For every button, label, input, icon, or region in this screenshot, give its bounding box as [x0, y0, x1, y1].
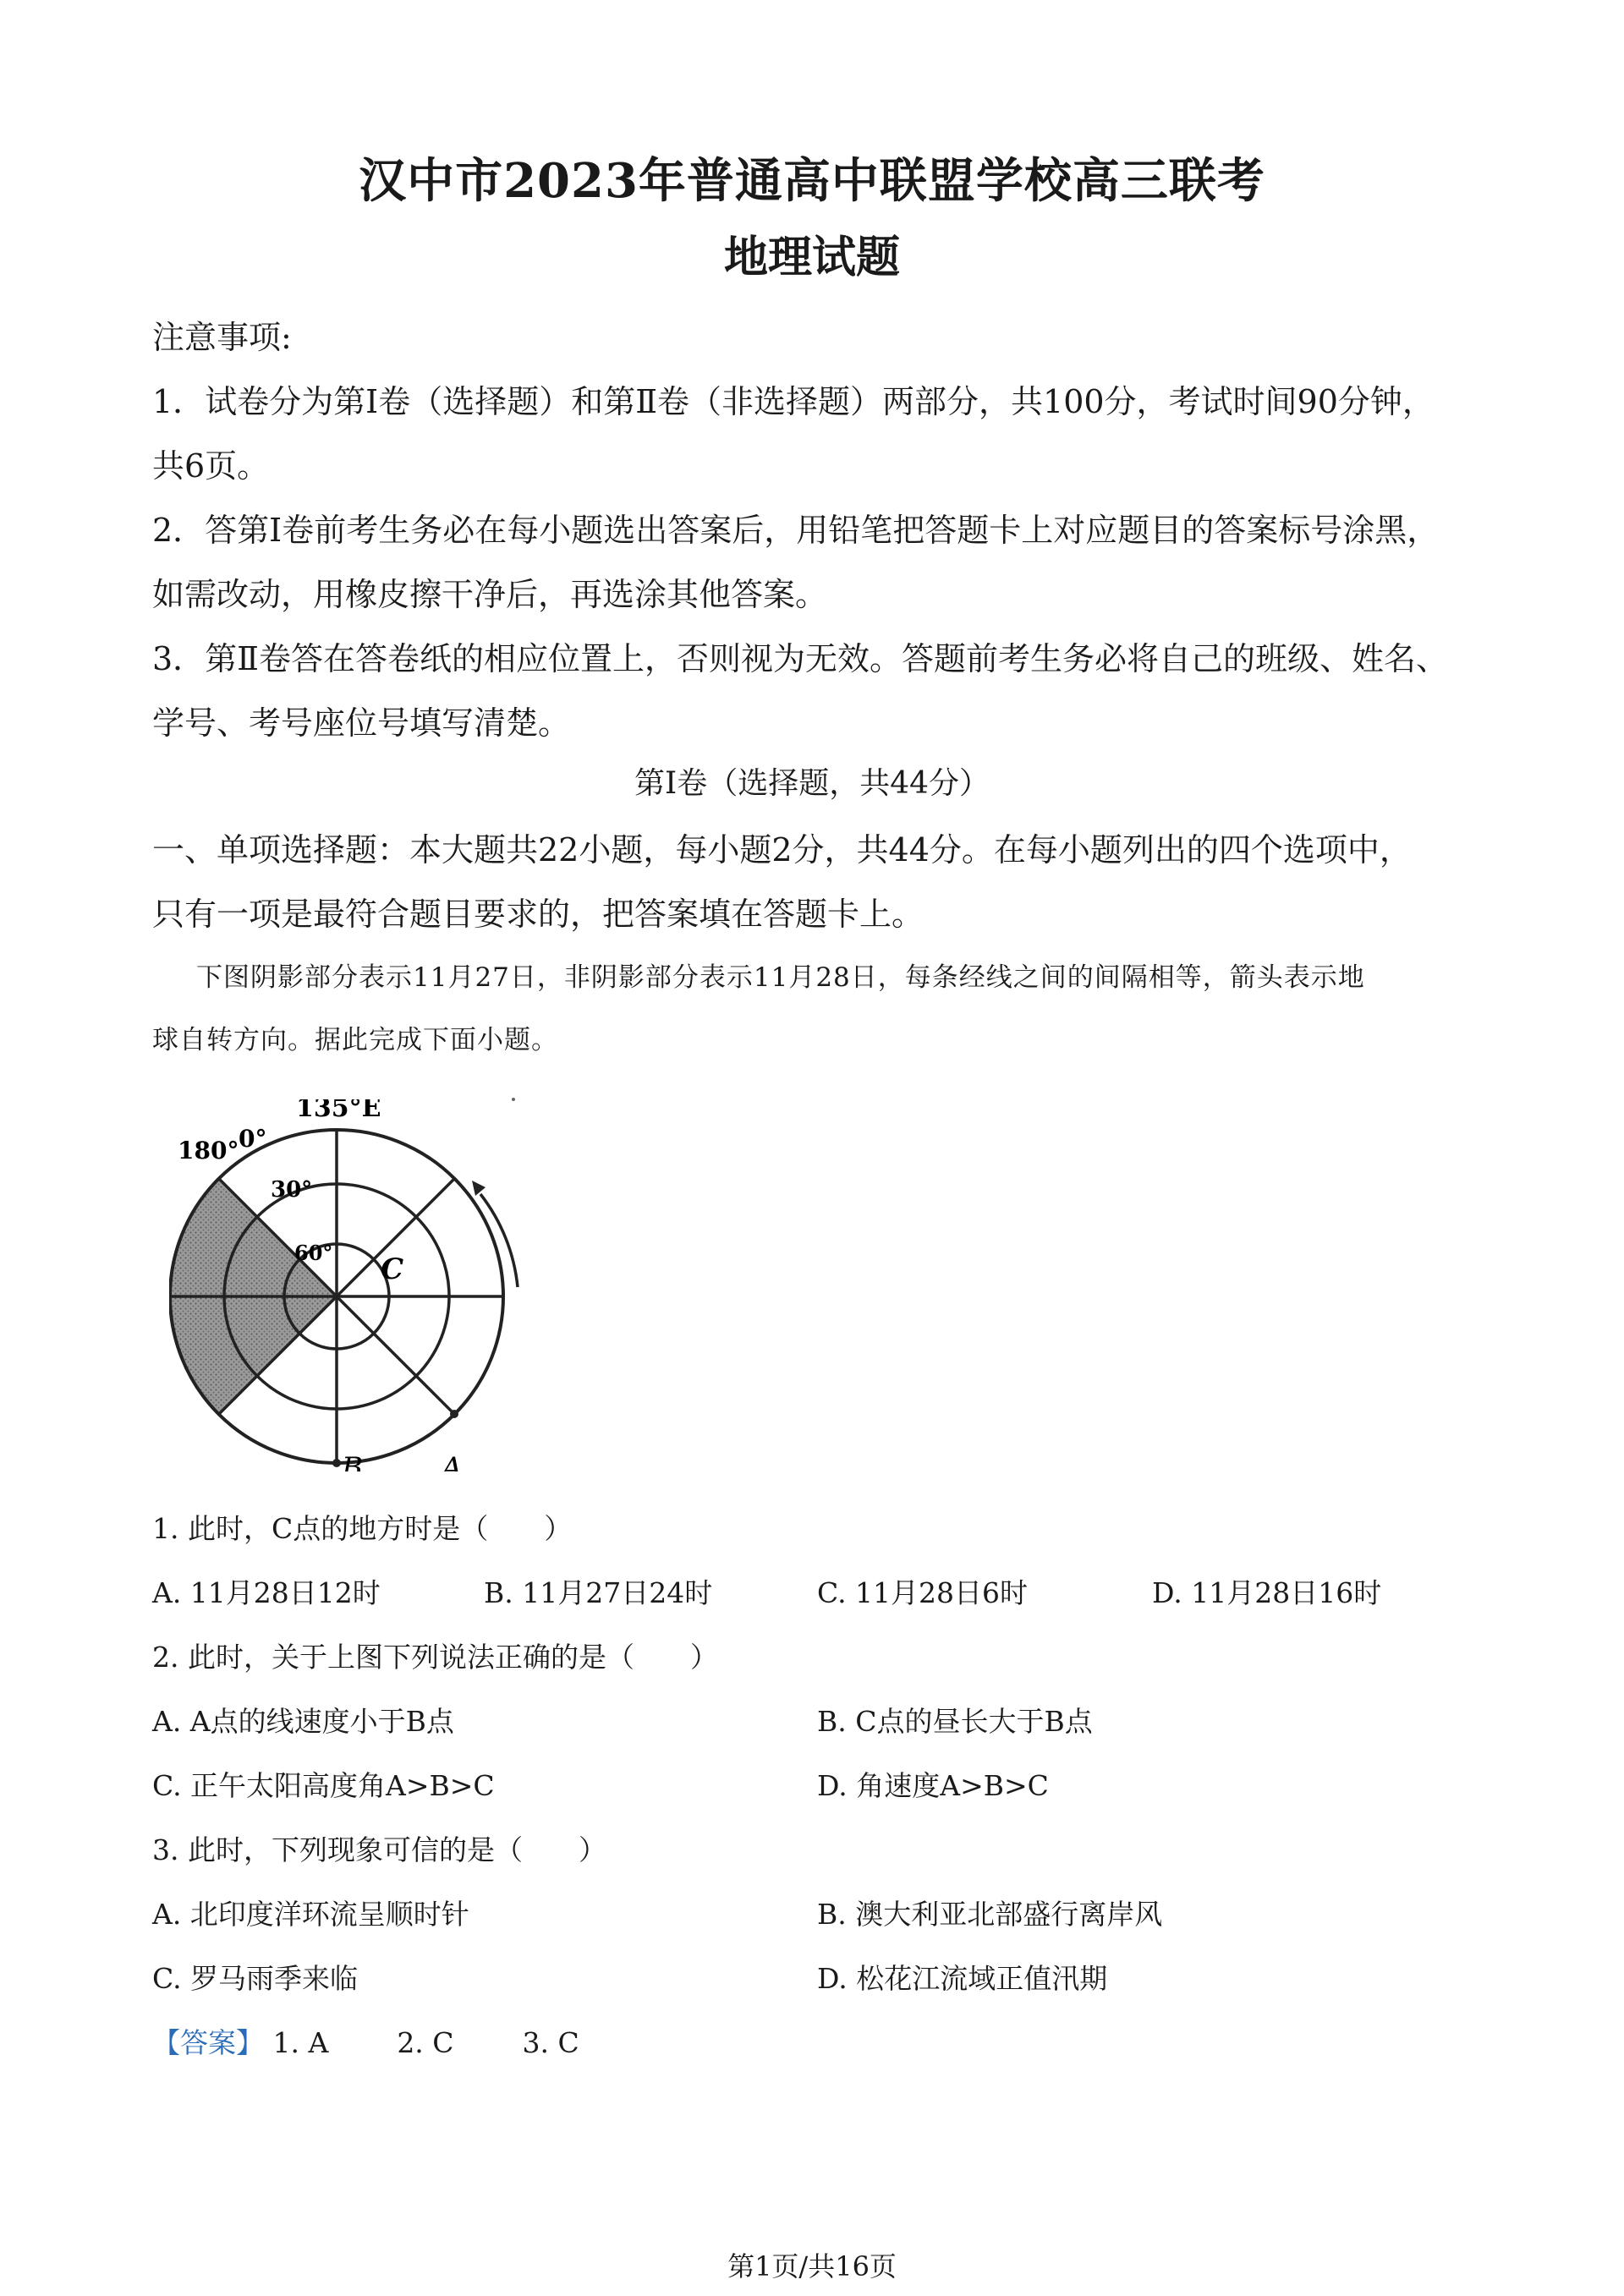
point-b-dot: [332, 1459, 341, 1467]
label-a: A: [442, 1451, 463, 1471]
notice-item-1-line-2: 共6页。: [152, 447, 270, 485]
notice-item-2-line-2: 如需改动，用橡皮擦干净后，再选涂其他答案。: [152, 576, 828, 613]
question-3-option-c[interactable]: C. 罗马雨季来临: [152, 1962, 359, 1995]
notice-item-3-line-2: 学号、考号座位号填写清楚。: [152, 704, 571, 742]
notice-item-2-line-1: 2．答第Ⅰ卷前考生务必在每小题选出答案后，用铅笔把答题卡上对应题目的答案标号涂黑，: [152, 512, 1440, 549]
notice-heading: 注意事项:: [152, 319, 292, 356]
question-1-option-d[interactable]: D. 11月28日16时: [1152, 1576, 1382, 1609]
label-0: 0°: [239, 1125, 267, 1153]
rotation-arrow-arc: [480, 1194, 518, 1287]
question-1-stem: 1. 此时，C点的地方时是（ ）: [152, 1512, 573, 1545]
material-line-1: 下图阴影部分表示11月27日，非阴影部分表示11月28日，每条经线之间的间隔相等，箭头表示地: [196, 962, 1365, 993]
exam-subtitle: 地理试题: [723, 232, 900, 283]
question-3-option-d[interactable]: D. 松花江流域正值汛期: [817, 1962, 1108, 1995]
section-intro-line-2: 只有一项是最符合题目要求的，把答案填在答题卡上。: [152, 896, 924, 933]
label-30: 30°: [271, 1177, 313, 1203]
question-2-stem: 2. 此时，关于上图下列说法正确的是（ ）: [152, 1641, 718, 1674]
question-2-option-a[interactable]: A. A点的线速度小于B点: [152, 1705, 454, 1738]
label-180: 180°: [178, 1137, 239, 1164]
polar-diagram: [169, 1099, 558, 1471]
material-line-2: 球自转方向。据此完成下面小题。: [152, 1025, 558, 1055]
answer-row: [152, 2021, 579, 2061]
exam-title: 汉中市2023年普通高中联盟学校高三联考: [359, 153, 1265, 209]
section-intro-line-1: 一、单项选择题：本大题共22小题，每小题2分，共44分。在每小题列出的四个选项中，: [152, 831, 1412, 869]
label-b: B: [342, 1451, 363, 1471]
answer-2: 2. C: [397, 2026, 454, 2059]
notice-item-3-line-1: 3．第Ⅱ卷答在答卷纸的相应位置上，否则视为无效。答题前考生务必将自己的班级、姓名、: [152, 640, 1449, 677]
question-3-option-a[interactable]: A. 北印度洋环流呈顺时针: [152, 1898, 469, 1931]
answer-1: 1. A: [272, 2026, 329, 2059]
polar-view-figure: [169, 1099, 558, 1471]
question-3-option-b[interactable]: B. 澳大利亚北部盛行离岸风: [817, 1898, 1163, 1931]
question-2-option-b[interactable]: B. C点的昼长大于B点: [817, 1705, 1093, 1738]
question-2-option-c[interactable]: C. 正午太阳高度角A>B>C: [152, 1769, 495, 1802]
question-2-option-d[interactable]: D. 角速度A>B>C: [817, 1769, 1049, 1802]
point-a-dot: [450, 1410, 458, 1418]
notice-item-1-line-1: 1．试卷分为第Ⅰ卷（选择题）和第Ⅱ卷（非选择题）两部分，共100分，考试时间90分钟，: [152, 383, 1435, 420]
question-1-option-b[interactable]: B. 11月27日24时: [484, 1576, 713, 1609]
answer-label: 【答案】: [152, 2026, 264, 2059]
question-3-stem: 3. 此时，下列现象可信的是（ ）: [152, 1833, 606, 1866]
answer-3: 3. C: [522, 2026, 579, 2059]
label-60: 60°: [294, 1241, 333, 1265]
label-c: C: [381, 1252, 404, 1286]
question-1-option-a[interactable]: A. 11月28日12时: [152, 1576, 381, 1609]
question-1-option-c[interactable]: C. 11月28日6时: [817, 1576, 1029, 1609]
label-135e: 135°E: [296, 1099, 381, 1123]
section-title: 第Ⅰ卷（选择题，共44分）: [634, 766, 990, 801]
rotation-arrowhead: [472, 1181, 486, 1196]
page-footer: 第1页/共16页: [727, 2250, 897, 2282]
